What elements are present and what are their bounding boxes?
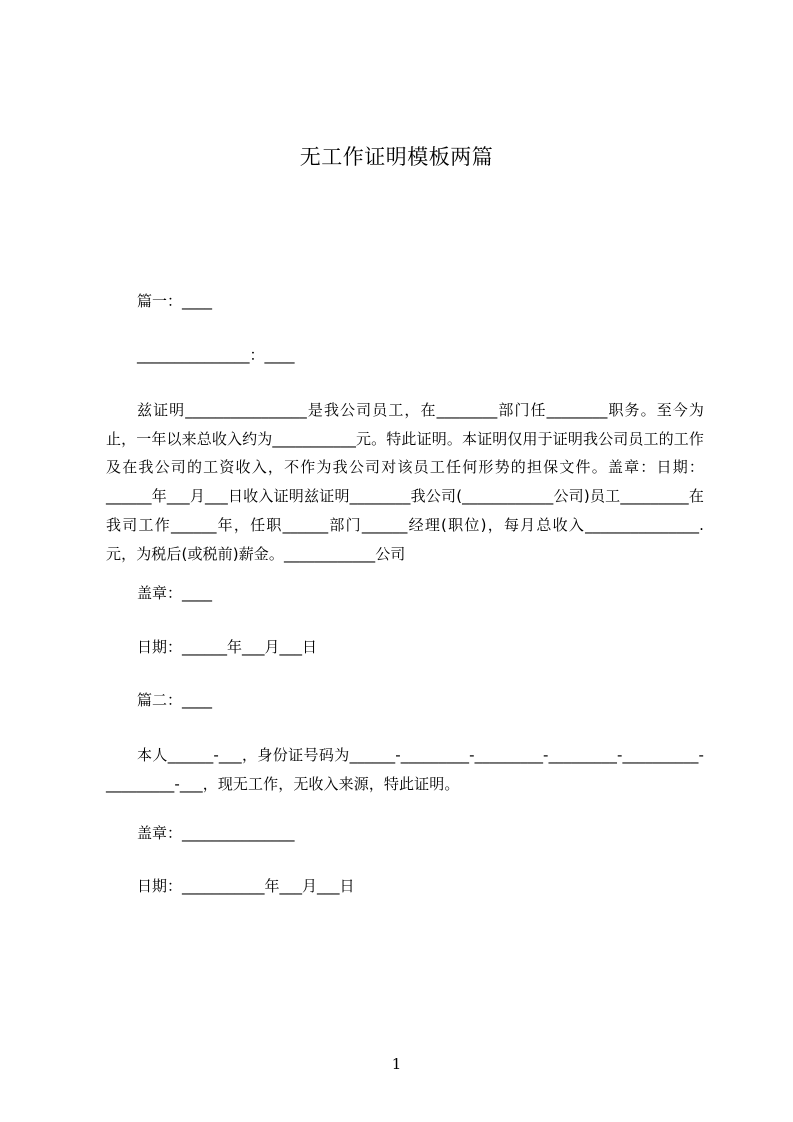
- article1-seal: 盖章：____: [137, 584, 213, 602]
- article1-subheading: _______________：____: [137, 346, 295, 364]
- article2-heading: 篇二：____: [137, 691, 213, 709]
- page-number: 1: [391, 1055, 402, 1073]
- article2-seal: 盖章：_______________: [137, 824, 295, 842]
- article2-body: 本人______-___，身份证号码为______-_________-_________-_________-__________-_________-___，现无工作，无收入来源，特此证明。: [106, 746, 704, 793]
- article1-date: 日期：______年___月___日: [137, 638, 318, 656]
- document-title: 无工作证明模板两篇: [299, 145, 494, 169]
- article2-date: 日期：___________年___月___日: [137, 877, 355, 895]
- article1-heading: 篇一：____: [137, 292, 213, 310]
- article1-body: 兹证明________________是我公司员工，在________部门任________职务。至今为止，一年以来总收入约为___________元。特此证明。本证明仅用于证明我公司员工的工作及在我公司的工资收入，不作为我公司对该员工任何形势的担保文件。盖章：日期：______年___月___日收入证明兹证明________我公司(____________公司)员工_________在我司工作______年，任职______部门______经理(职位)，每月总收入_______________.元，为税后(或税前)薪金。____________公司: [106, 401, 704, 563]
